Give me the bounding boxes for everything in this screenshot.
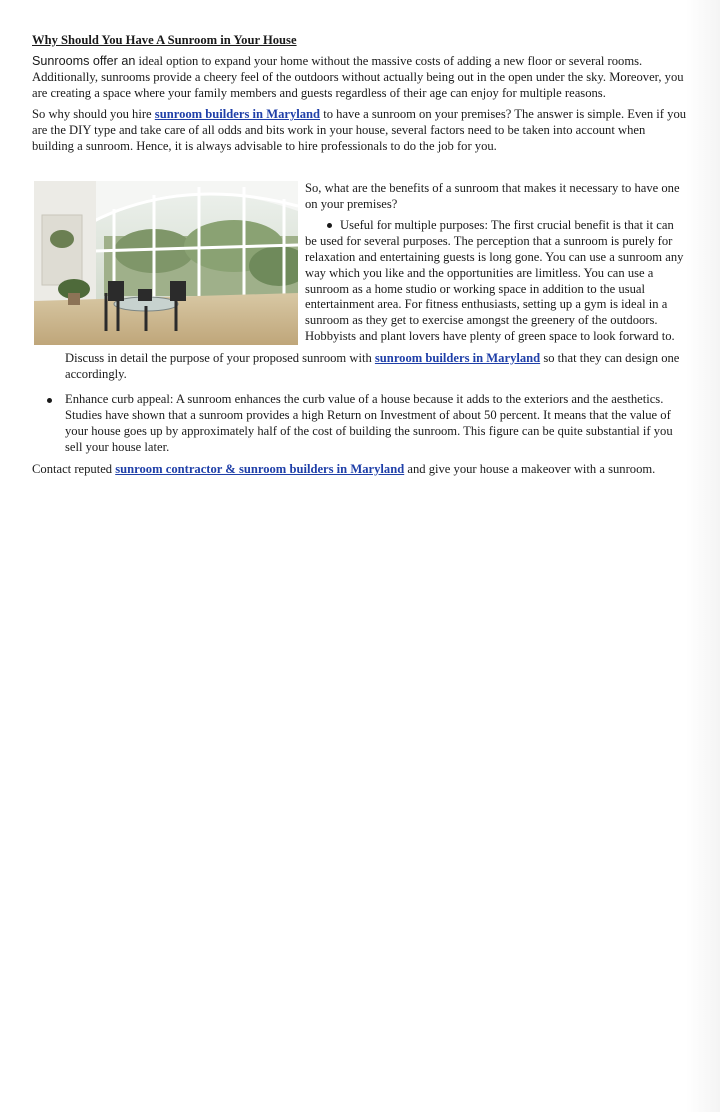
text-span: and give your house a makeover with a sunroom. <box>404 461 656 476</box>
paragraph-why-hire <box>32 107 688 154</box>
paragraph-text: ideal option to expand your home without the massive costs of adding a new floor or several rooms. Additionally, sunrooms provide a cheery feel of the outdoors without actually being out in the open under the sky. Moreover, you are creating a space where your family members and guests regardless of their age can enjoy for multiple reasons. <box>32 54 684 100</box>
page-title: Why Should You Have A Sunroom in Your House <box>32 33 297 47</box>
sunroom-builders-link-2[interactable]: sunroom builders in Maryland <box>374 350 541 365</box>
text-span: Contact reputed <box>32 461 116 476</box>
benefit-continuation <box>32 351 688 383</box>
benefits-section <box>32 181 688 345</box>
benefits-intro: So, what are the benefits of a sunroom that makes it necessary to have one on your premises? <box>305 180 680 211</box>
bullet-text: Useful for multiple purposes: The first crucial benefit is that it can be used for several purposes. The perception that a sunroom is purely for relaxation and entertaining guests is long gone. You can use a sunroom any way which you like and the opportunities are limitless. You can use a sunroom as a home studio or working space in addition to the usual entertainment area. For fitness enthusiasts, setting up a gym is ideal in a sunroom as they get to exercise amongst the greenery of the outdoors. Hobbyists and plant lovers have plenty of green space to look forward to. <box>305 218 684 343</box>
list-item <box>32 392 688 455</box>
spacer <box>32 382 688 392</box>
sunroom-contractor-link[interactable]: sunroom contractor & sunroom builders in Maryland <box>115 461 405 476</box>
bullet-text: Enhance curb appeal: A sunroom enhances the curb value of a house because it adds to the exteriors and the aesthetics. Studies have shown that a sunroom provides a high Return on Investment of about 50 percent. It means that the value of your house goes up by approximately half of the cost of building the sunroom. This figure can be quite substantial if you sell your house later. <box>65 392 673 454</box>
benefits-list <box>32 218 688 344</box>
sunroom-builders-link[interactable]: sunroom builders in Maryland <box>154 107 321 122</box>
bullet-icon <box>47 398 52 403</box>
text-span: Discuss in detail the purpose of your proposed sunroom with <box>65 350 375 365</box>
bullet-icon <box>327 223 332 228</box>
closing-paragraph <box>32 462 688 478</box>
list-item <box>32 218 688 344</box>
benefits-list-2 <box>32 392 688 455</box>
text-span: So why should you hire <box>32 107 155 122</box>
text-span: to have a sunroom on your premises? The answer is simple. Even if you are the DIY type and take care of all odds and bits work in your house, several factors need to be taken into account when building a sunroom. Hence, it is always advisable to hire professionals to do the job for you. <box>32 107 687 153</box>
page-edge-shade <box>686 0 720 1112</box>
paragraph-lead: Sunrooms offer an <box>32 54 136 68</box>
text-span: so that they can design one accordingly. <box>65 350 680 381</box>
document-page <box>32 32 688 483</box>
paragraph-intro <box>32 54 688 101</box>
